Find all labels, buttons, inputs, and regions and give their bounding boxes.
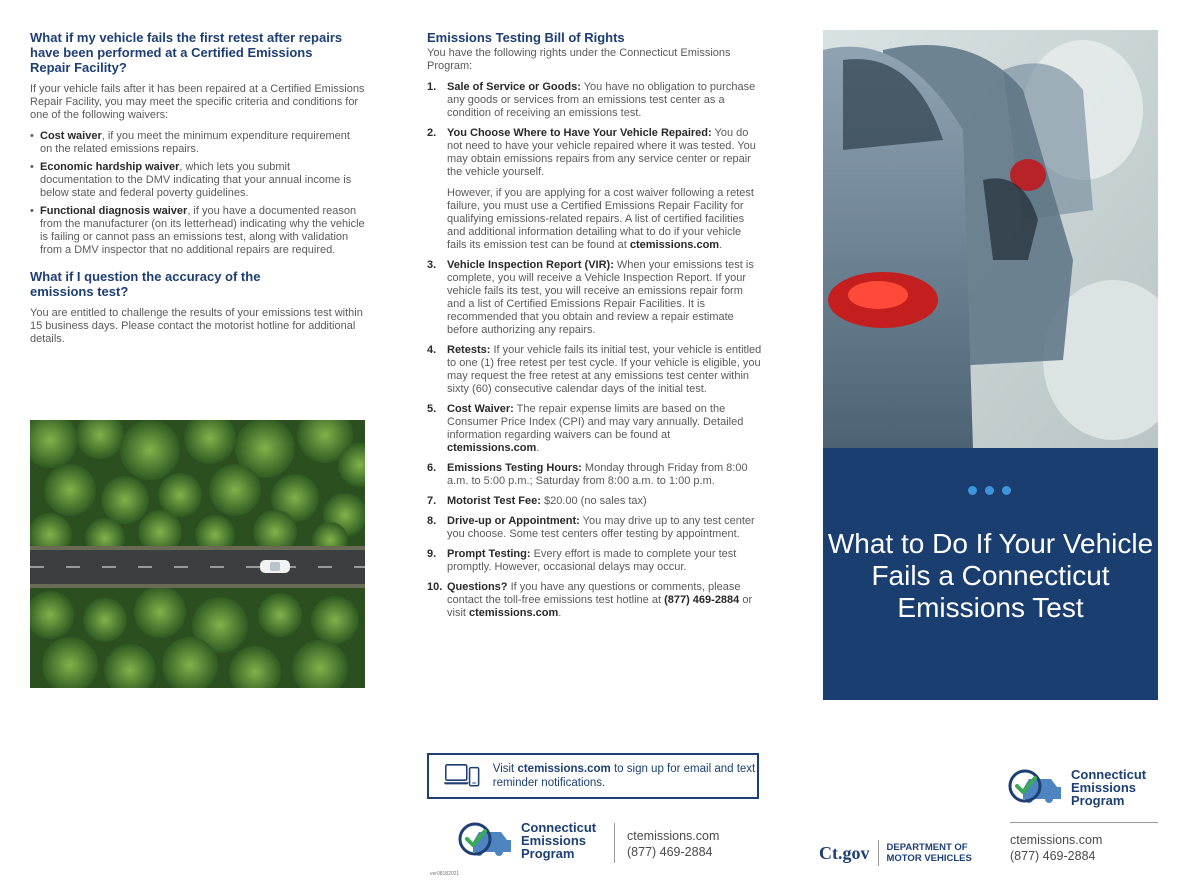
cover-title: What to Do If Your Vehicle Fails a Connecticut Emissions Test [827, 528, 1154, 623]
list-item: 6. Emissions Testing Hours: Monday through Friday from 8:00 a.m. to 5:00 p.m.; Saturday from 8:00 a.m. to 1:00 p.m. [427, 462, 748, 487]
list-item: 7. Motorist Test Fee: $20.00 (no sales tax) [427, 495, 647, 507]
check-car-icon [457, 820, 517, 860]
list-item: 4. Retests: If your vehicle fails its initial test, your vehicle is entitled to one (1) free retest per test cycle. If your vehicle is eligible, you may request the free retest at any emissions test center within sixty (60) consecutive calendar days of the initial test. [427, 344, 762, 395]
waiver-list [30, 130, 365, 257]
website-link[interactable]: ctemissions.com [469, 607, 559, 619]
ctgov-logo: Ct.gov DEPARTMENT OF MOTOR VEHICLES [819, 842, 972, 864]
laptop-phone-icon [443, 758, 481, 794]
cover-panel [795, 0, 1188, 891]
list-item: 8. Drive-up or Appointment: You may drive up to any test center you choose. Some test centers offer testing by appointment. [427, 515, 755, 540]
emissions-program-logo: Connecticut Emissions Program [457, 820, 596, 860]
q1-heading: What if my vehicle fails the first retest after repairs have been performed at a Certified Emissions Repair Facility? [30, 30, 343, 75]
traffic-cars-image [823, 30, 1158, 448]
contact-block [627, 828, 719, 860]
contact-block [1010, 832, 1102, 864]
check-car-icon [1007, 766, 1067, 808]
forest-road-photo [30, 420, 365, 688]
website-text[interactable]: ctemissions.com [627, 829, 720, 843]
list-item: 2. You Choose Where to Have Your Vehicle Repaired: You do not need to have your vehicle repaired where it was tested. You may obtain emissions repairs from any service center or repair the vehicle yourself. However, if you are applying for a cost waiver following a retest failure, you must use a Certified Emissions Repair Facility for qualifying emissions-related repairs. A list of certified facilities and additional information detailing what to do if your vehicle fails its emission test can be found at ctemissions.com. [427, 127, 756, 251]
list-item: • Economic hardship waiver, which lets you submit documentation to the DMV indicating that your annual income is below state and federal poverty guidelines. [30, 161, 365, 200]
dmv-logo-text: DEPARTMENT OF MOTOR VEHICLES [886, 842, 972, 864]
list-item: • Functional diagnosis waiver, if you have a documented reason from the manufacturer (on its letterhead) indicating why the vehicle is failing or cannot pass an emissions test, along with validation from a DMV inspector that no additional repairs are required. [30, 205, 365, 257]
list-item: 3. Vehicle Inspection Report (VIR): When your emissions test is complete, you will receive a Vehicle Inspection Report. If your vehicle fails its test, you will receive an emissions repair form and a list of Certified Emissions Repair Facilities. It is recommended that you obtain and review a repair estimate before authorizing any repairs. [427, 259, 754, 336]
rights-list [427, 81, 762, 620]
traffic-photo [823, 30, 1158, 448]
bill-of-rights-intro: You have the following rights under the Connecticut Emissions Program: [427, 47, 731, 72]
website-link[interactable]: ctemissions.com [629, 239, 720, 251]
logo-underline [1010, 822, 1158, 823]
bill-of-rights-heading: Emissions Testing Bill of Rights [427, 30, 625, 45]
list-item: 1. Sale of Service or Goods: You have no obligation to purchase any goods or services from an emissions test center as a condition of receiving an emissions test. [427, 81, 756, 119]
emissions-program-logo: Connecticut Emissions Program [1007, 766, 1146, 808]
reminder-signup-box [427, 753, 759, 799]
cover-title-box [823, 448, 1158, 700]
version-code: ver08182021 [430, 871, 460, 877]
logo-divider [878, 840, 879, 866]
website-link[interactable]: ctemissions.com [447, 442, 537, 454]
list-item: 5. Cost Waiver: The repair expense limits are based on the Consumer Price Index (CPI) and may vary annually. Detailed information regarding waivers can be found at ctemissions.com. [427, 403, 744, 454]
aerial-forest-image [30, 420, 365, 688]
logo-divider [614, 823, 615, 863]
reminder-text: Visit ctemissions.com to sign up for email and text reminder notifications. [492, 763, 756, 789]
q2-heading: What if I question the accuracy of the emissions test? [30, 269, 261, 299]
phone-text[interactable]: (877) 469-2884 [1010, 849, 1096, 863]
decorative-dots [968, 486, 1011, 495]
phone-link[interactable]: (877) 469-2884 [664, 594, 740, 606]
phone-text[interactable]: (877) 469-2884 [627, 845, 713, 859]
q2-body: You are entitled to challenge the results of your emissions test within 15 business days. Please contact the motorist hotline for additional details. [30, 307, 363, 345]
website-link[interactable]: ctemissions.com [517, 763, 611, 775]
list-item: 10. Questions? If you have any questions or comments, please contact the toll-free emissions test hotline at (877) 469-2884 or visit ctemissions.com. [427, 581, 753, 619]
q1-body: If your vehicle fails after it has been repaired at a Certified Emissions Repair Facility, you may meet the specific criteria and conditions for one of the following waivers: [30, 83, 365, 121]
website-text[interactable]: ctemissions.com [1010, 833, 1103, 847]
list-item: 9. Prompt Testing: Every effort is made to complete your test promptly. However, occasional delays may occur. [427, 548, 737, 573]
list-item: • Cost waiver, if you meet the minimum expenditure requirement on the related emissions repairs. [30, 130, 365, 156]
